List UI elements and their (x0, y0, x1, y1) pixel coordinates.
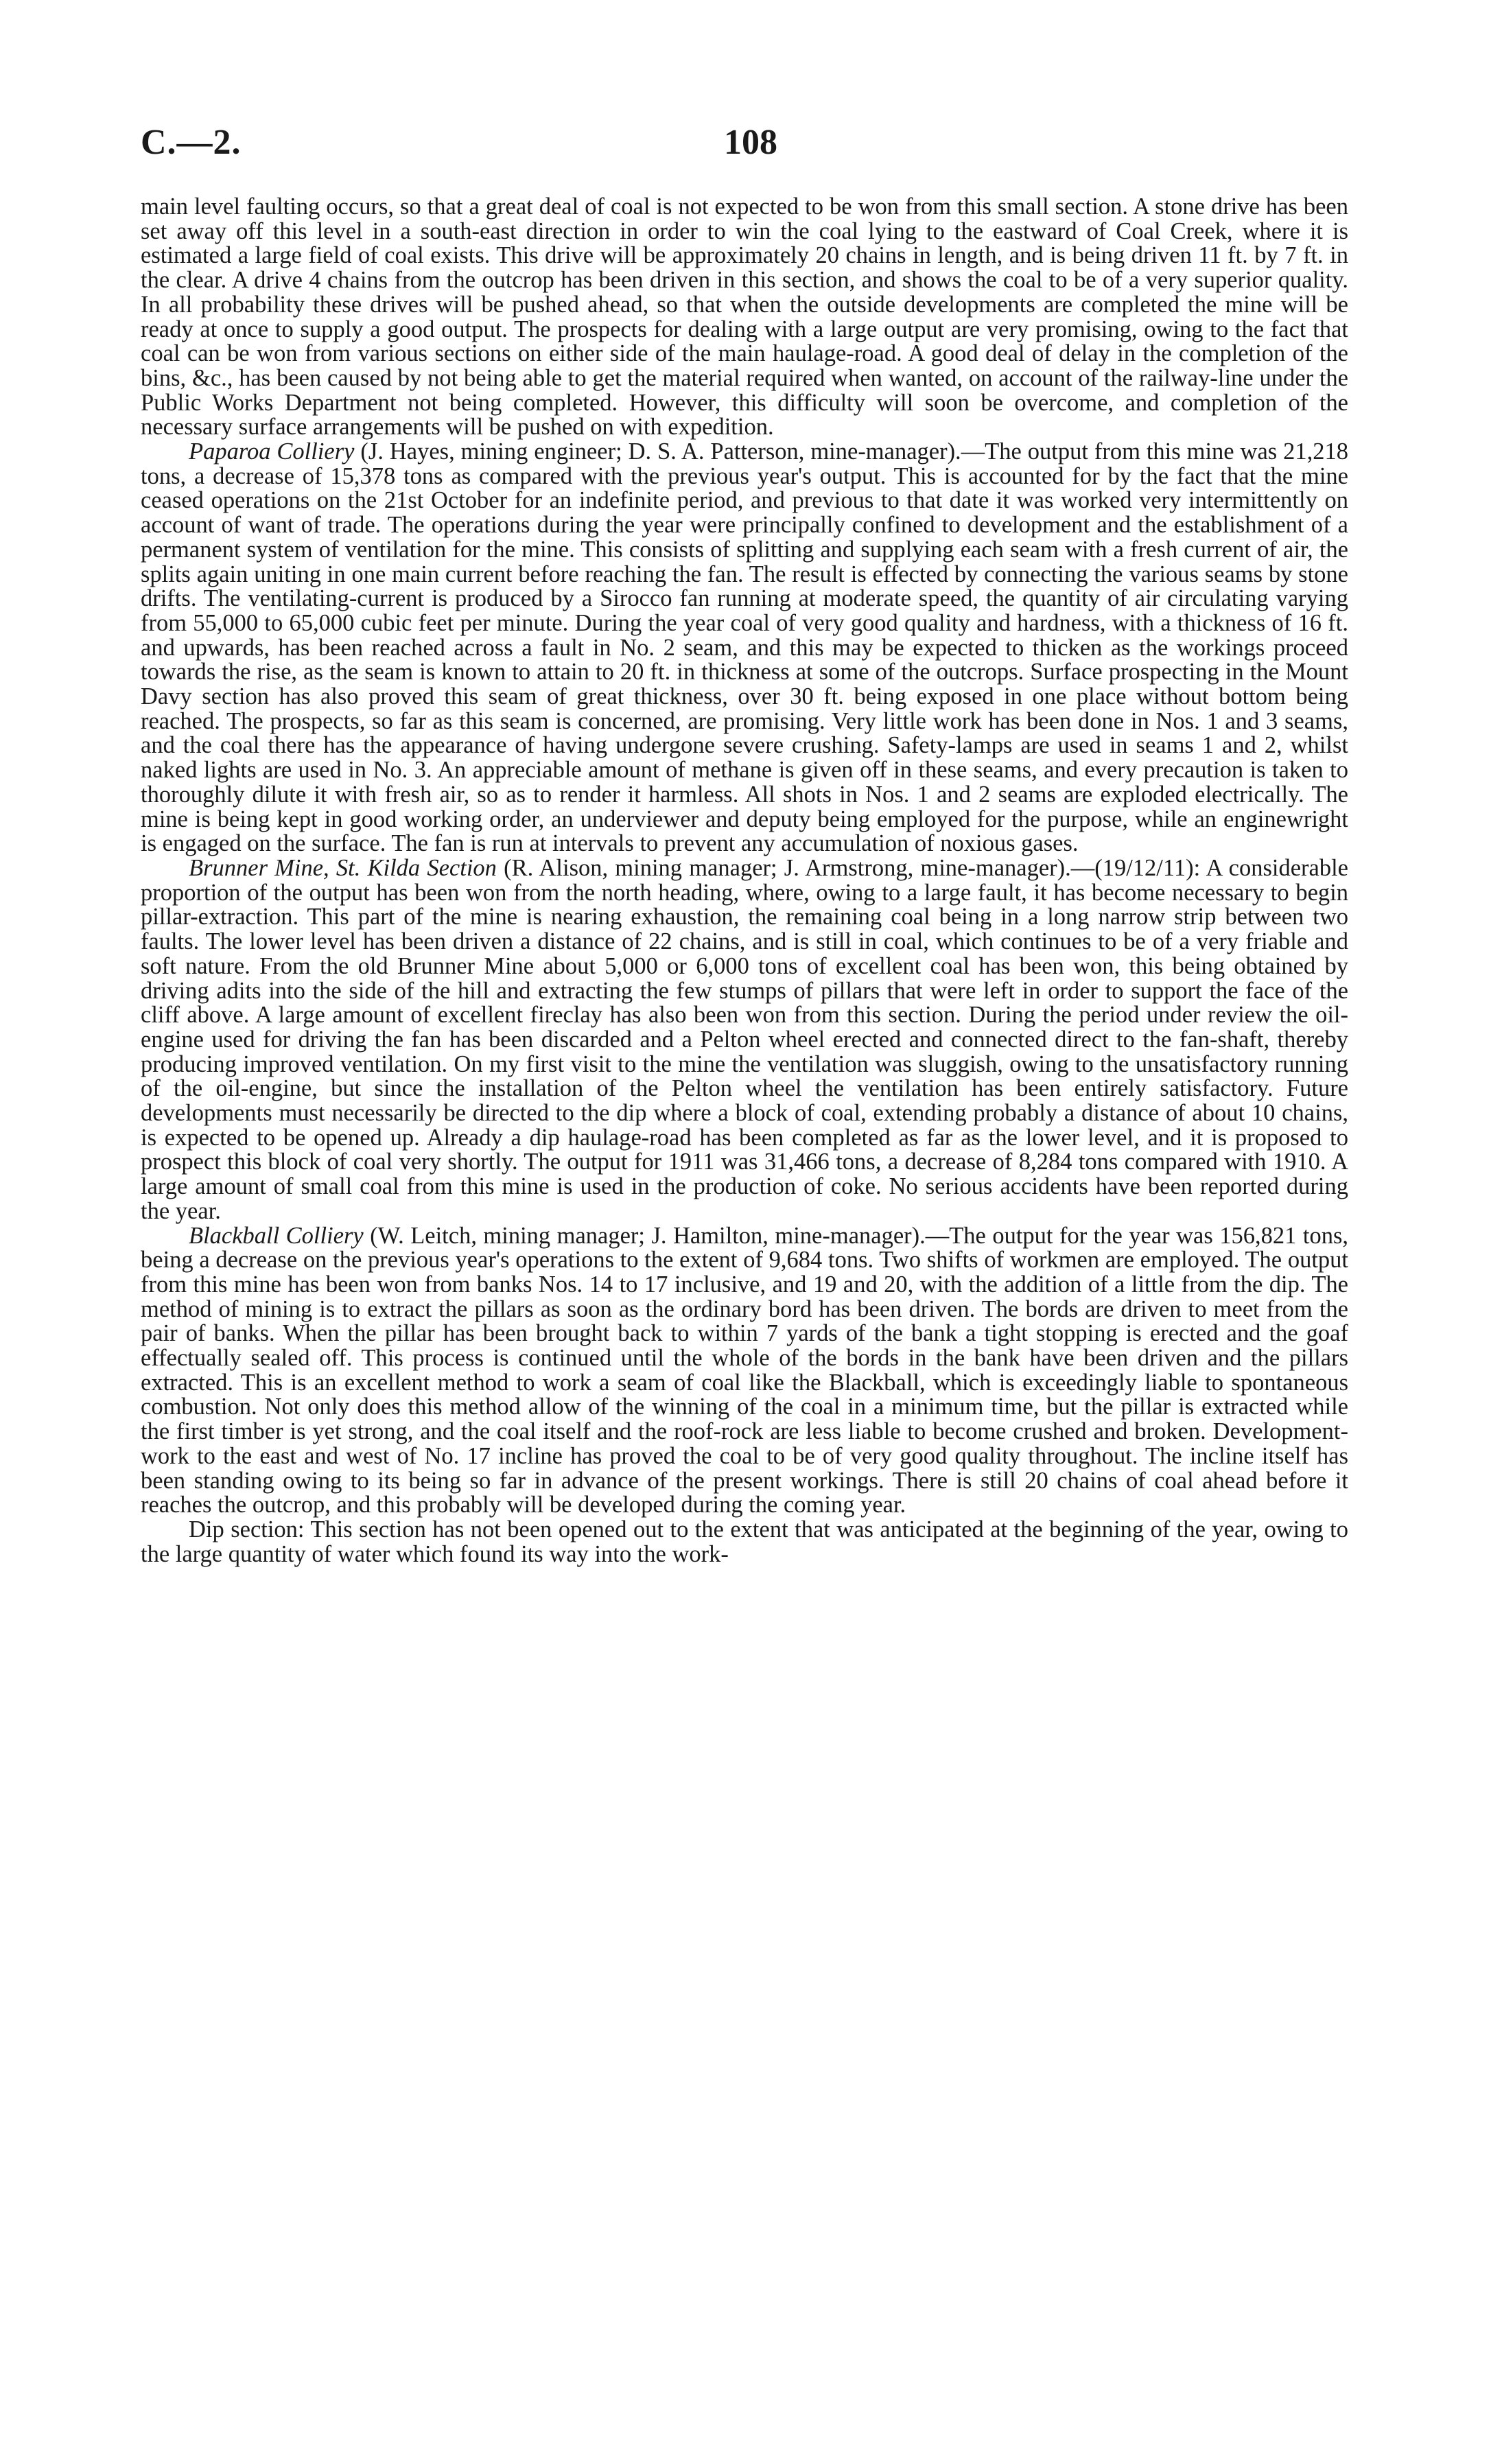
paragraph-text: (J. Hayes, mining engineer; D. S. A. Patterson, mine-manager).—The output from this mine was 21,218 tons, a decrease of 15,378 tons as compared with the previous year's output. This is accounted for by the fact that the mine ceased operations on the 21st October for an indefinite period, and previous to that date it was worked very intermittently on account of want of trade. The operations during the year were principally confined to development and the establishment of a permanent system of ventilation for the mine. This consists of splitting and supplying each seam with a fresh current of air, the splits again uniting in one main current before reaching the fan. The result is effected by connecting the various seams by stone drifts. The ventilating-current is produced by a Sirocco fan running at moderate speed, the quantity of air circulating varying from 55,000 to 65,000 cubic feet per minute. During the year coal of very good quality and hardness, with a thickness of 16 ft. and upwards, has been reached across a fault in No. 2 seam, and this may be expected to thicken as the workings proceed towards the rise, as the seam is known to attain to 20 ft. in thickness at some of the outcrops. Surface prospecting in the Mount Davy section has also proved this seam of great thickness, over 30 ft. being exposed in one place without bottom being reached. The prospects, so far as this seam is concerned, are promising. Very little work has been done in Nos. 1 and 3 seams, and the coal there has the appearance of having undergone severe crushing. Safety-lamps are used in seams 1 and 2, whilst naked lights are used in No. 3. An appreciable amount of methane is given off in these seams, and every precaution is taken to thoroughly dilute it with fresh air, so as to render it harmless. All shots in Nos. 1 and 2 seams are exploded electrically. The mine is being kept in good working order, an underviewer and deputy being employed for the purpose, while an enginewright is engaged on the surface. The fan is run at intervals to prevent any accumulation of noxious gases. (141, 438, 1348, 857)
page-number: 108 (724, 123, 777, 162)
paragraph-text: (R. Alison, mining manager; J. Armstrong, mine-manager).—(19/12/11): A considerable proportion of the output has been won from the north heading, where, owing to a large fault, it has become necessary to begin pillar-extraction. This part of the mine is nearing exhaustion, the remaining coal being in a long narrow strip between two faults. The lower level has been driven a distance of 22 chains, and is still in coal, which continues to be of a very friable and soft nature. From the old Brunner Mine about 5,000 or 6,000 tons of excellent coal has been won, this being obtained by driving adits into the side of the hill and extracting the few stumps of pillars that were left in order to support the face of the cliff above. A large amount of excellent fireclay has also been won from this section. During the period under review the oil-engine used for driving the fan has been discarded and a Pelton wheel erected and connected direct to the fan-shaft, thereby producing improved ventilation. On my first visit to the mine the ventilation was sluggish, owing to the unsatisfactory running of the oil-engine, but since the installation of the Pelton wheel the ventilation has been entirely satisfactory. Future developments must necessarily be directed to the dip where a block of coal, extending probably a distance of about 10 chains, is expected to be opened up. Already a dip haulage-road has been completed as far as the lower level, and it is proposed to prospect this block of coal very shortly. The output for 1911 was 31,466 tons, a decrease of 8,284 tons compared with 1910. A large amount of small coal from this mine is used in the production of coke. No serious accidents have been reported during the year. (141, 854, 1348, 1224)
paragraph-continued-main-level (141, 195, 1348, 440)
paragraph-heading: Brunner Mine, St. Kilda Section (189, 854, 497, 881)
body-text (141, 195, 1348, 1567)
paragraph-text: (W. Leitch, mining manager; J. Hamilton, mine-manager).—The output for the year was 156,821 tons, being a decrease on the previous year's operations to the extent of 9,684 tons. Two shifts of workmen are employed. The output from this mine has been won from banks Nos. 14 to 17 inclusive, and 19 and 20, with the addition of a little from the dip. The method of mining is to extract the pillars as soon as the ordinary bord has been driven. The bords are driven to meet from the pair of banks. When the pillar has been brought back to within 7 yards of the bank a tight stopping is erected and the goaf effectually sealed off. This process is continued until the whole of the bords in the bank have been driven and the pillars extracted. This is an excellent method to work a seam of coal like the Blackball, which is exceedingly liable to spontaneous combustion. Not only does this method allow of the winning of the coal in a minimum time, but the pillar is extracted while the first timber is yet strong, and the coal itself and the roof-rock are less liable to become crushed and broken. Development-work to the east and west of No. 17 incline has proved the coal to be of very good quality throughout. The incline itself has been standing owing to its being so far in advance of the present workings. There is still 20 chains of coal ahead before it reaches the outcrop, and this probably will be developed during the coming year. (141, 1222, 1348, 1518)
paragraph-brunner-mine (141, 856, 1348, 1224)
paragraph-text: main level faulting occurs, so that a great deal of coal is not expected to be won from this small section. A stone drive has been set away off this level in a south-east direction in order to win the coal lying to the eastward of Coal Creek, where it is estimated a large field of coal exists. This drive will be approximately 20 chains in length, and is being driven 11 ft. by 7 ft. in the clear. A drive 4 chains from the outcrop has been driven in this section, and shows the coal to be of a very superior quality. In all probability these drives will be pushed ahead, so that when the outside developments are completed the mine will be ready at once to supply a good output. The prospects for dealing with a large output are very promising, owing to the fact that coal can be won from various sections on either side of the main haulage-road. A good deal of delay in the completion of the bins, &c., has been caused by not being able to get the material required when wanted, on account of the railway-line under the Public Works Department not being completed. However, this difficulty will soon be overcome, and completion of the necessary surface arrangements will be pushed on with expedition. (141, 193, 1348, 441)
paragraph-dip-section (141, 1518, 1348, 1567)
paragraph-heading: Paparoa Colliery (189, 438, 355, 465)
paragraph-text: Dip section: This section has not been opened out to the extent that was anticipated at the beginning of the year, owing to the large quantity of water which found its way into the work- (141, 1516, 1348, 1567)
page-header (141, 122, 1348, 170)
parliamentary-paper-reference: C.—2. (141, 123, 242, 162)
paragraph-blackball-colliery (141, 1224, 1348, 1518)
paragraph-heading: Blackball Colliery (189, 1222, 364, 1249)
paragraph-paparoa-colliery (141, 440, 1348, 856)
